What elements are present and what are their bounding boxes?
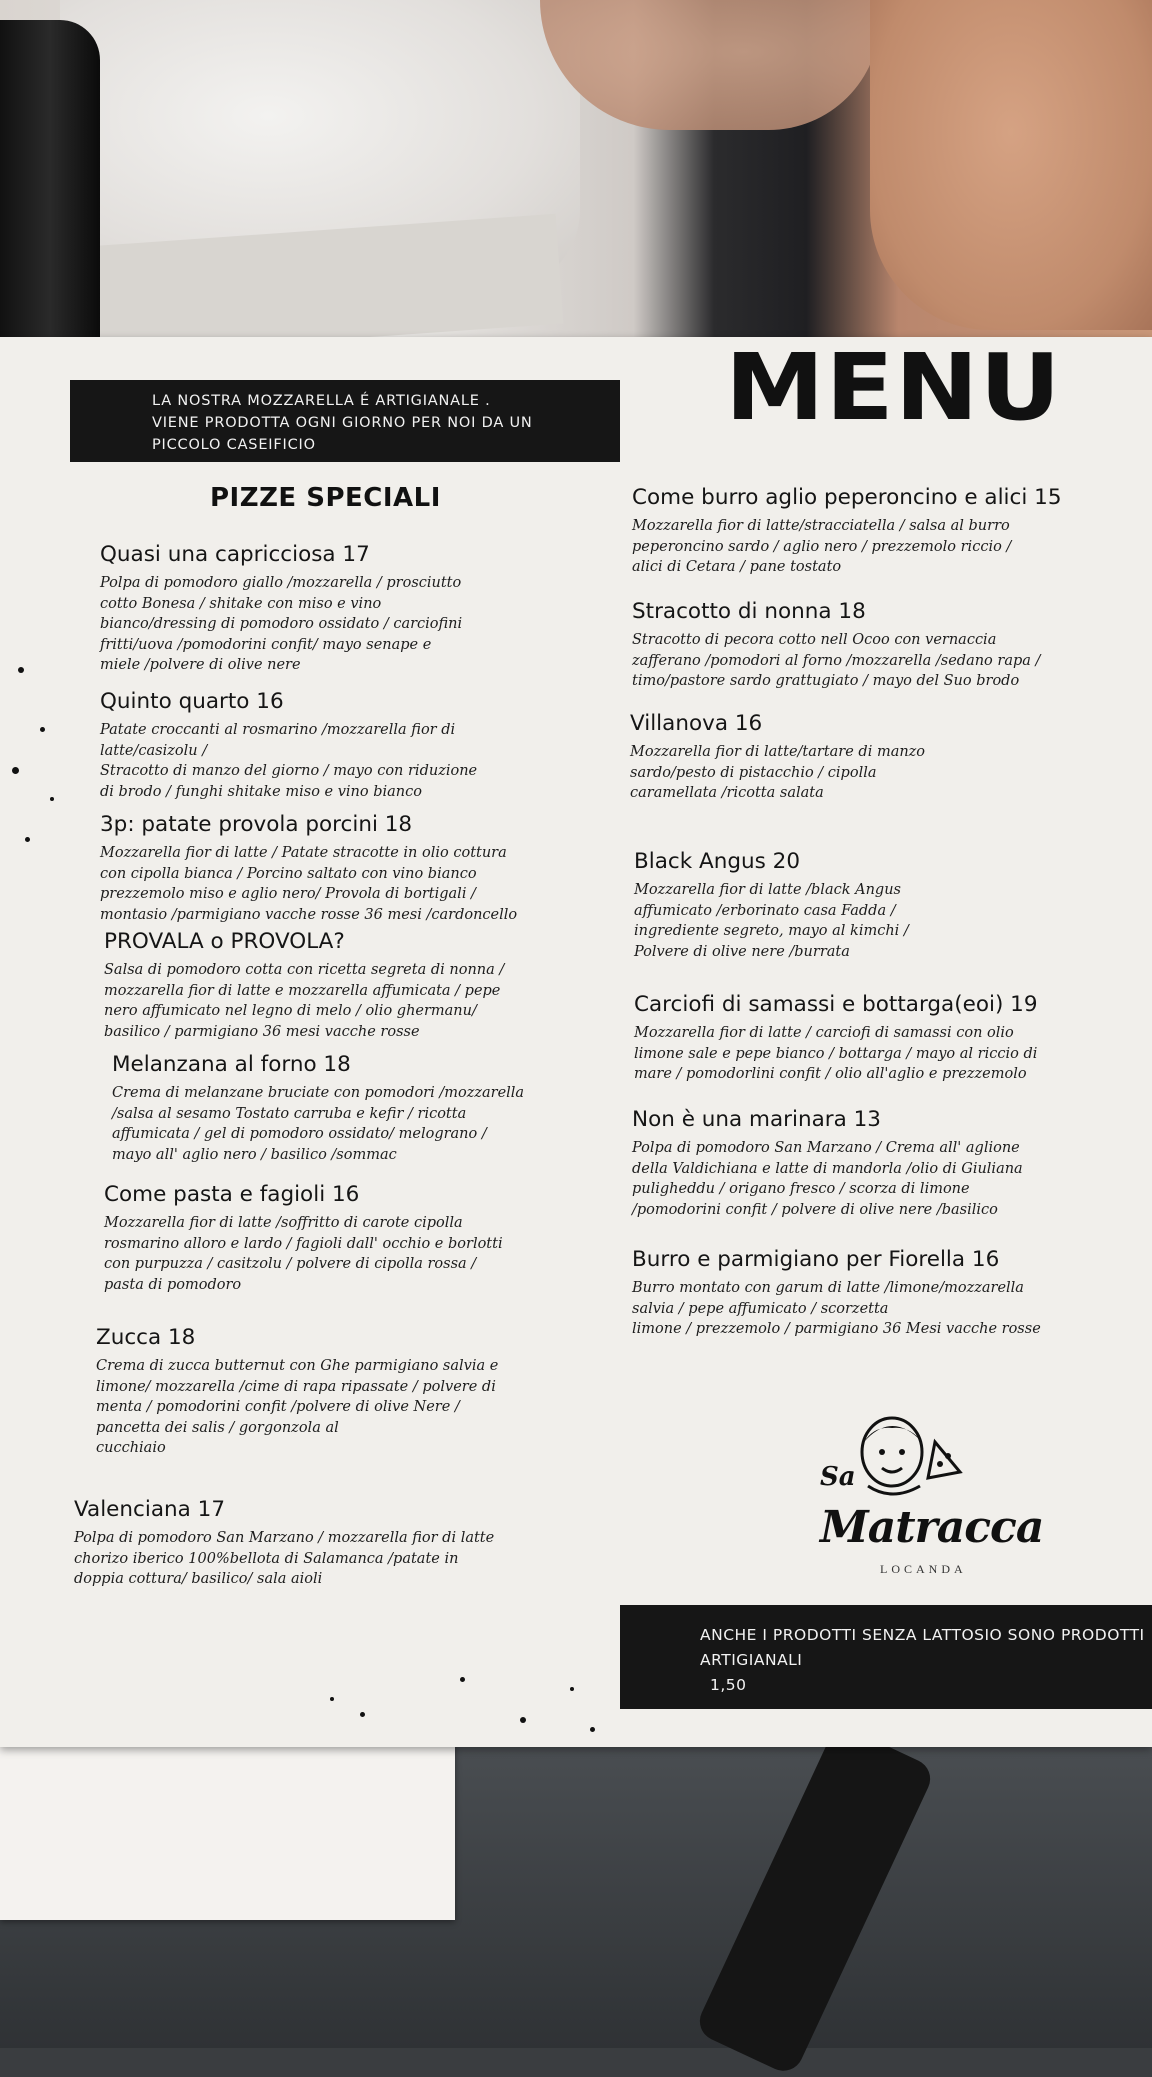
menu-item — [100, 812, 517, 925]
item-name: Come pasta e fagioli 16 — [104, 1182, 360, 1207]
item-description: Polpa di pomodoro giallo /mozzarella / prosciutto cotto Bonesa / shitake con miso e vino bianco/dressing di pomodoro ossidato / carciofini fritti/uova /pomodorini confit/ mayo senape e miele /polvere di olive nere — [100, 575, 463, 673]
item-description: Mozzarella fior di latte/tartare di manzo sardo/pesto di pistacchio / cipolla caramellata /ricotta salata — [630, 744, 926, 801]
banner-line: ANCHE I PRODOTTI SENZA LATTOSIO SONO PRODOTTI — [700, 1626, 1145, 1644]
menu-title: MENU — [725, 333, 1062, 442]
menu-sheet — [0, 333, 1152, 1747]
menu-item — [634, 849, 909, 962]
item-description: Mozzarella fior di latte /soffritto di carote cipolla rosmarino allor​o e lardo / fagioli dall' occhio e borlotti con purpuzza / casitzolu / polvere di cipolla rossa / pasta di pomodoro — [104, 1215, 503, 1293]
ink-speck — [12, 767, 19, 774]
item-name: Valenciana 17 — [74, 1497, 226, 1522]
banner-line: PICCOLO CASEIFICIO — [152, 437, 316, 453]
menu-item — [100, 689, 477, 802]
menu-item — [632, 485, 1062, 578]
ink-speck — [360, 1712, 365, 1717]
mozzarella-banner — [70, 380, 620, 462]
ink-speck — [460, 1677, 465, 1682]
item-description: Crema di zucca butternut con Ghe parmigiano salvia e limone/ mozzarella /cime di rapa ripassate / polvere di menta / pomodorini confit /polvere di olive Nere / pancetta dei salis / gorgonzola al cucchiaio — [96, 1358, 499, 1456]
logo-name: Matracca — [820, 1502, 1044, 1553]
item-description: Patate croccanti al rosmarino /mozzarella fior di latte/casizolu / Stracotto di manzo del giorno / mayo con riduzione di brodo / funghi shitake miso e vino bianco — [100, 722, 478, 800]
banner-line: LA NOSTRA MOZZARELLA É ARTIGIANALE . — [152, 393, 491, 409]
item-name: Burro e parmigiano per Fiorella 16 — [632, 1247, 1000, 1272]
item-description: Salsa di pomodoro cotta con ricetta segreta di nonna / mozzarella fior di latte e mozzarella affumicata / pepe nero affumicato nel legno di melo / olio ghermanu/ basilico / parmigiano 36 mesi vacche rosse — [104, 962, 505, 1040]
person-arm — [870, 0, 1152, 330]
ink-speck — [330, 1697, 334, 1701]
item-description: Mozzarella fior di latte / carciofi di samassi con olio limone sale e pepe bianco / bottarga / mayo al riccio di mare / pomodorlini confit / olio all'aglio e prezzemolo — [634, 1025, 1038, 1082]
underlying-paper — [0, 1720, 455, 1920]
ink-speck — [50, 797, 54, 801]
ink-speck — [520, 1717, 526, 1723]
item-name: Melanzana al forno 18 — [112, 1052, 351, 1077]
item-description: Polpa di pomodoro San Marzano / Crema all' aglione della Valdichiana e latte di mandorla /olio di Giuliana puligheddu / origano fresco / scorza di limone /pomodorini confit / polvere di olive nere /basilico — [632, 1140, 1023, 1218]
menu-item — [112, 1052, 524, 1165]
item-name: Zucca 18 — [96, 1325, 196, 1350]
restaurant-logo — [820, 1412, 1044, 1592]
item-name: PROVALA o PROVOLA? — [104, 929, 345, 954]
menu-item — [104, 929, 504, 1042]
item-name: Come burro aglio peperoncino e alici 15 — [632, 485, 1062, 510]
menu-item — [104, 1182, 503, 1295]
ink-speck — [570, 1687, 574, 1691]
menu-item — [100, 542, 462, 676]
item-name: 3p: patate provola porcini 18 — [100, 812, 413, 837]
item-description: Mozzarella fior di latte/stracciatella / salsa al burro peperoncino sardo / aglio nero / prezzemolo riccio / alici di Cetara / pane tostato — [632, 518, 1012, 575]
menu-item — [632, 599, 1040, 692]
bottle — [0, 20, 100, 340]
item-name: Stracotto di nonna 18 — [632, 599, 866, 624]
item-description: Mozzarella fior di latte /black Angus affumicato /erborinato casa Fadda / ingrediente segreto, mayo al kimchi / Polvere di olive nere /burrata — [634, 882, 909, 960]
banner-price: 1,50 — [710, 1676, 747, 1694]
menu-item — [632, 1247, 1041, 1340]
banner-line: ARTIGIANALI — [700, 1651, 803, 1669]
ink-speck — [18, 667, 24, 673]
menu-item — [96, 1325, 498, 1459]
ink-speck — [590, 1727, 595, 1732]
item-name: Quasi una capricciosa 17 — [100, 542, 370, 567]
item-description: Mozzarella fior di latte / Patate stracotte in olio cottura con cipolla bianca / Porcino saltato con vino bianco prezzemolo miso e aglio nero/ Provola di bortigali / montasio /parmigiano vacche rosse 36 mesi /cardoncello — [100, 845, 518, 923]
item-description: Crema di melanzane bruciate con pomodori /mozzarella /salsa al sesamo Tostato carruba e kefir / ricotta affumicata / gel di pomodoro ossidato/ melograno / mayo all' aglio nero / basilico /sommac — [112, 1085, 525, 1163]
ink-speck — [40, 727, 45, 732]
item-name: Black Angus 20 — [634, 849, 801, 874]
section-title: PIZZE SPECIALI — [210, 483, 441, 513]
item-name: Non è una marinara 13 — [632, 1107, 881, 1132]
lactose-free-banner — [620, 1605, 1152, 1709]
item-description: Stracotto di pecora cotto nell Ocoo con vernaccia zafferano /pomodori al forno /mozzarella /sedano rapa / timo/pastore sardo grattugiato / mayo del Suo brodo — [632, 632, 1041, 689]
item-description: Burro montato con garum di latte /limone/mozzarella salvia / pepe affumicato / scorzetta limone / prezzemolo / parmigiano 36 Mesi vacche rosse — [632, 1280, 1041, 1337]
item-name: Villanova 16 — [630, 711, 763, 736]
item-name: Carciofi di samassi e bottarga(eoi) 19 — [634, 992, 1038, 1017]
item-name: Quinto quarto 16 — [100, 689, 284, 714]
menu-item — [634, 992, 1038, 1085]
logo-prefix: Sa — [820, 1462, 856, 1492]
menu-item — [74, 1497, 494, 1590]
ink-speck — [25, 837, 30, 842]
banner-line: VIENE PRODOTTA OGNI GIORNO PER NOI DA UN — [152, 415, 533, 431]
menu-item — [630, 711, 925, 804]
logo-subtitle: LOCANDA — [880, 1562, 967, 1576]
item-description: Polpa di pomodoro San Marzano / mozzarella fior di latte chorizo iberico 100%bellota di Salamanca /patate in doppia cottura/ basilico/ sala aioli — [74, 1530, 495, 1587]
menu-item — [632, 1107, 1023, 1220]
